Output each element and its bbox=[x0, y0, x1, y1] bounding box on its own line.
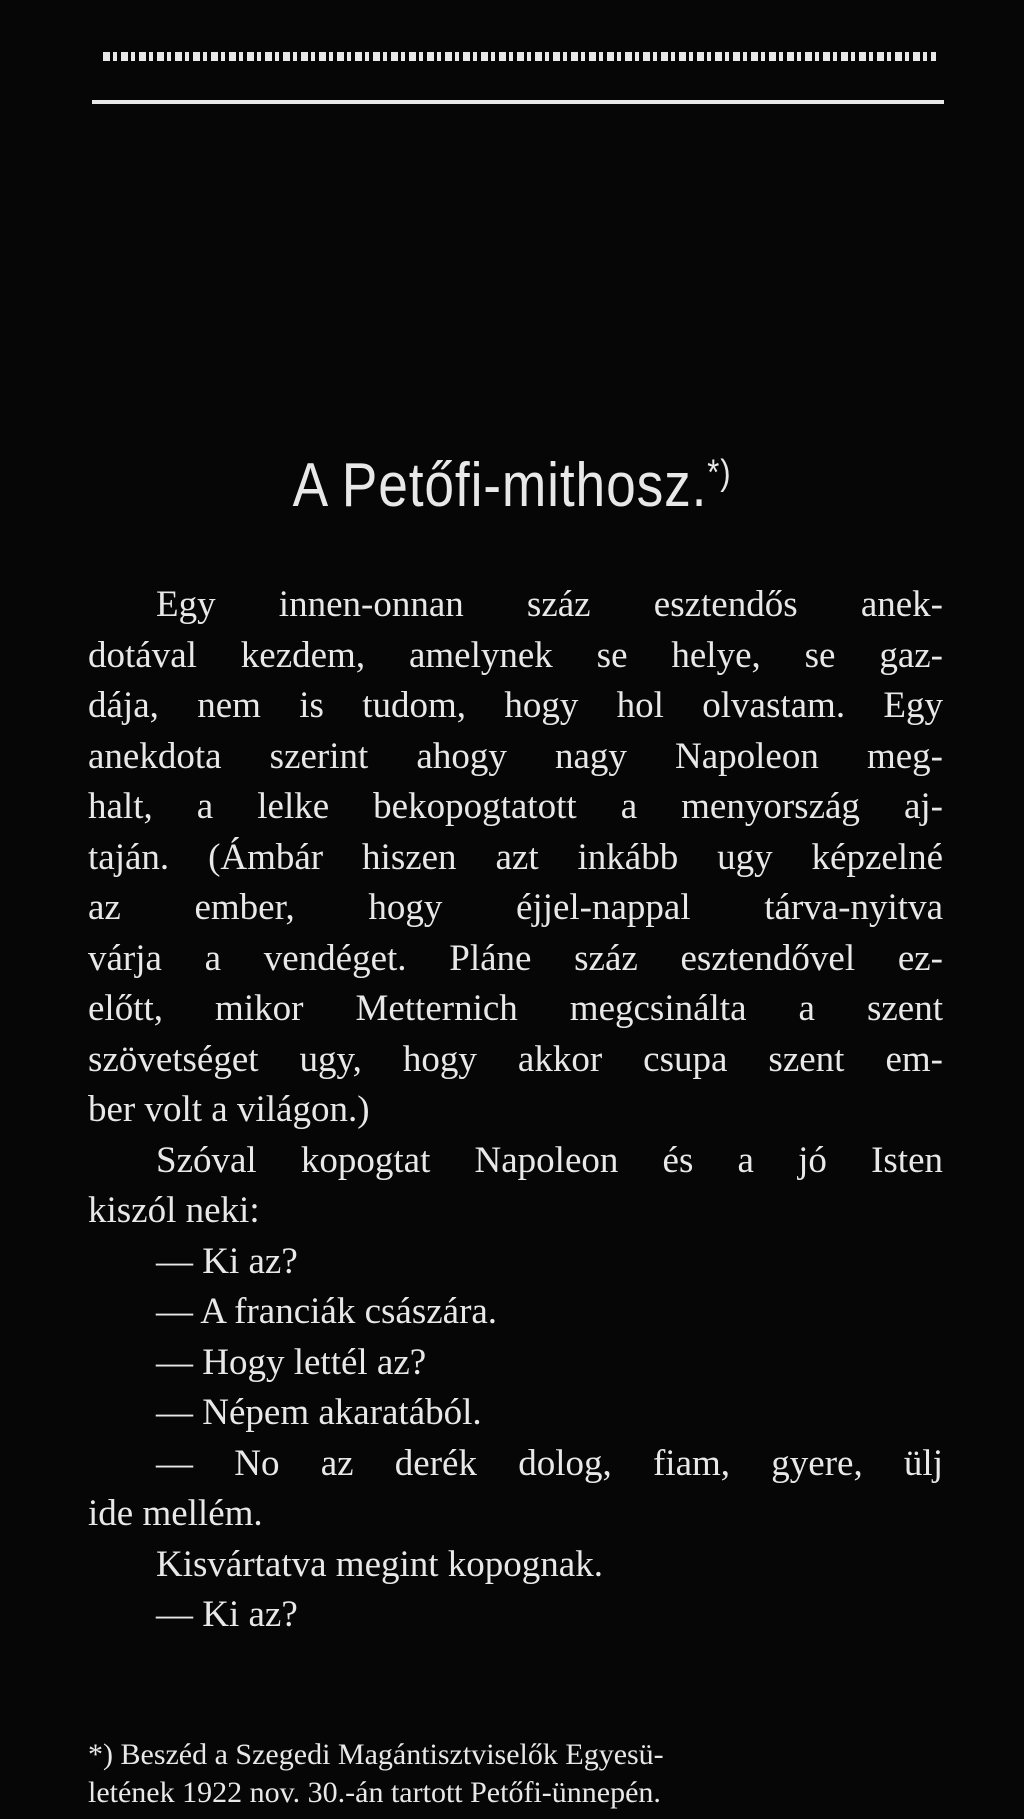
top-rule bbox=[92, 100, 944, 104]
text-line: dotával kezdem, amelynek se helye, se gaz- bbox=[88, 634, 943, 676]
text-line: halt, a lelke bekopogtatott a menyország aj- bbox=[88, 786, 943, 827]
text-line: — Ki az? bbox=[156, 1240, 298, 1282]
text-line: dája, nem is tudom, hogy hol olvastam. Egy bbox=[88, 685, 943, 726]
text-line: az ember, hogy éjjel-nappal tárva-nyitva bbox=[88, 887, 943, 928]
footnote-line-1: *) Beszéd a Szegedi Magántisztviselők Egyesü- bbox=[88, 1738, 664, 1771]
text-line: anekdota szerint ahogy nagy Napoleon meg- bbox=[88, 735, 943, 777]
text-line: — Népem akaratából. bbox=[156, 1392, 482, 1433]
text-line: Kisvártatva megint kopognak. bbox=[156, 1543, 603, 1585]
page-title bbox=[72, 450, 953, 521]
text-line: ide mellém. bbox=[88, 1493, 263, 1534]
body-text bbox=[88, 580, 943, 1641]
text-line: várja a vendéget. Pláne száz esztendővel ez- bbox=[88, 937, 943, 979]
title-footnote-mark: *) bbox=[707, 451, 732, 493]
text-line: Szóval kopogtat Napoleon és a jó Isten bbox=[156, 1139, 943, 1181]
text-line: előtt, mikor Metternich megcsinálta a szent bbox=[88, 988, 943, 1029]
text-line: szövetséget ugy, hogy akkor csupa szent em- bbox=[88, 1038, 943, 1080]
text-line: taján. (Ámbár hiszen azt inkább ugy képzelné bbox=[88, 836, 943, 878]
text-line: — A franciák császára. bbox=[156, 1291, 498, 1332]
top-ornament-border bbox=[103, 52, 936, 61]
text-line: kiszól neki: bbox=[88, 1190, 260, 1231]
text-line: — Ki az? bbox=[156, 1594, 298, 1635]
text-line: — Hogy lettél az? bbox=[156, 1341, 427, 1383]
title-text: A Petőfi-mithosz. bbox=[292, 451, 708, 520]
text-line: — No az derék dolog, fiam, gyere, ülj bbox=[156, 1442, 943, 1484]
text-line: ber volt a világon.) bbox=[88, 1089, 370, 1130]
text-line: Egy innen-onnan száz esztendős anek- bbox=[156, 584, 943, 625]
footnote-line-2: letének 1922 nov. 30.-án tartott Petőfi-ünnepén. bbox=[88, 1776, 661, 1809]
